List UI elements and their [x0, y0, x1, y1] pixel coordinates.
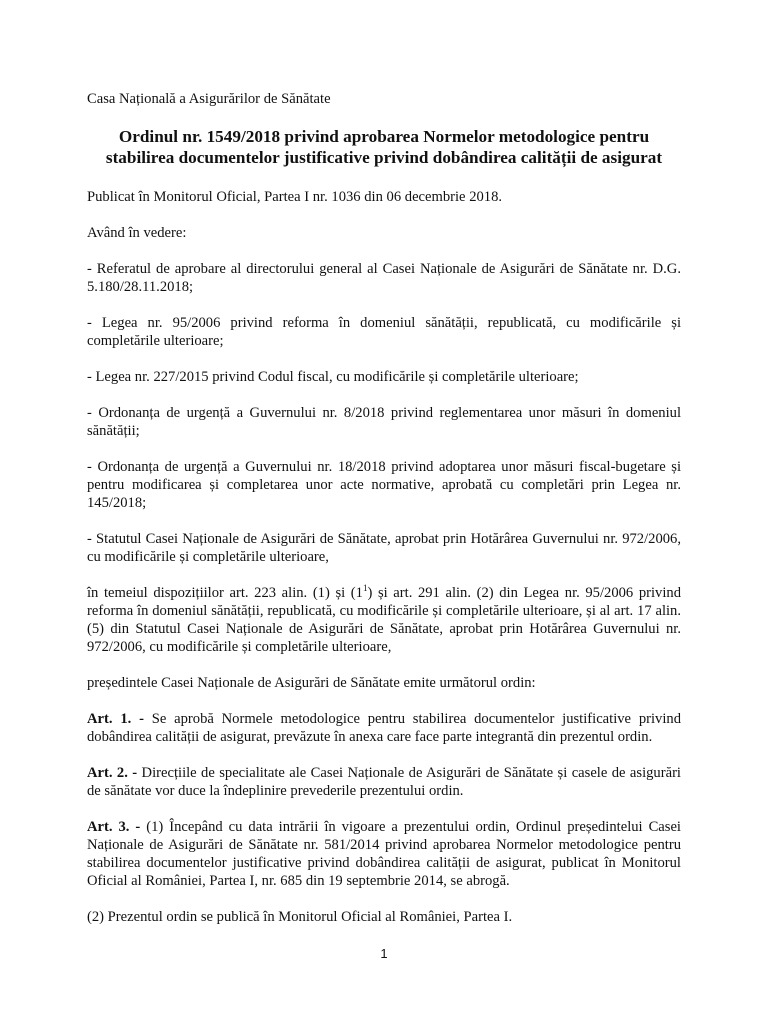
- article-text: (1) Începând cu data intrării în vigoare a prezentului ordin, Ordinul președintelui Casei Naționale de Asigurări de Sănătate nr. 581/2014 privind aprobarea Normelor metodologice pentru stabilirea documentelor justificative privind dobândirea calității de asigurat, publicat în Monitorul Oficial al României, Partea I, nr. 685 din 19 septembrie 2014, se abrogă.: [87, 819, 681, 889]
- publication-note: Publicat în Monitorul Oficial, Partea I nr. 1036 din 06 decembrie 2018.: [87, 189, 503, 205]
- legal-basis-text: în temeiul dispozițiilor art. 223 alin. (1) și (1: [87, 585, 363, 601]
- legal-basis-text-continued: ) și art. 291 alin. (2) din Legea nr. 95/2006 privind reforma în domeniul sănătății, republicată, cu modificările și completările ulterioare, și al art. 17 alin. (5) din Statutul Casei Naționale de Asigurări de Sănătate, aprobat prin Hotărârea Guvernului nr. 972/2006, cu modificările și completările ulterioare,: [87, 585, 681, 655]
- article-label: Art. 1. -: [87, 711, 144, 727]
- consideration-item: - Ordonanța de urgență a Guvernului nr. 18/2018 privind adoptarea unor măsuri fiscal-bugetare și pentru modificarea și completarea unor acte normative, aprobată cu completări prin Legea nr. 145/2018;: [87, 459, 681, 511]
- article-paragraph: [87, 764, 681, 800]
- article-text: Direcțiile de specialitate ale Casei Naționale de Asigurări de Sănătate și casele de asigurări de sănătate vor duce la îndeplinire prevederile prezentului ordin.: [87, 765, 681, 799]
- article-paragraph: [87, 818, 681, 890]
- consideration-item: - Statutul Casei Naționale de Asigurări de Sănătate, aprobat prin Hotărârea Guvernului nr. 972/2006, cu modificările și completările ulterioare,: [87, 531, 681, 565]
- article-paragraph: [87, 710, 681, 746]
- legal-basis: [87, 584, 681, 656]
- superscript-marker: 1: [362, 583, 368, 594]
- article-text: Se aprobă Normele metodologice pentru stabilirea documentelor justificative privind dobândirea calității de asigurat, prevăzute în anexa care face parte integrantă din prezentul ordin.: [87, 711, 681, 745]
- consideration-item: - Legea nr. 227/2015 privind Codul fiscal, cu modificările și completările ulterioare;: [87, 369, 579, 385]
- article-label: Art. 2. -: [87, 765, 138, 781]
- consideration-item: - Ordonanța de urgență a Guvernului nr. 8/2018 privind reglementarea unor măsuri în domeniul sănătății;: [87, 405, 681, 439]
- article-label: Art. 3. -: [87, 819, 141, 835]
- consideration-item: - Legea nr. 95/2006 privind reforma în domeniul sănătății, republicată, cu modificările și completările ulterioare;: [87, 315, 681, 349]
- institution-name: Casa Națională a Asigurărilor de Sănătate: [87, 91, 331, 107]
- document-title: Ordinul nr. 1549/2018 privind aprobarea Normelor metodologice pentru stabilirea documentelor justificative privind dobândirea calității de asigurat: [105, 127, 663, 167]
- consideration-item: - Referatul de aprobare al directorului general al Casei Naționale de Asigurări de Sănătate nr. D.G. 5.180/28.11.2018;: [87, 261, 681, 295]
- page-number: 1: [380, 946, 388, 961]
- document-page: [87, 90, 681, 944]
- issuer-statement: președintele Casei Naționale de Asigurări de Sănătate emite următorul ordin:: [87, 675, 536, 691]
- considerations-intro: Având în vedere:: [87, 225, 187, 241]
- closing-paragraph: (2) Prezentul ordin se publică în Monitorul Oficial al României, Partea I.: [87, 909, 513, 925]
